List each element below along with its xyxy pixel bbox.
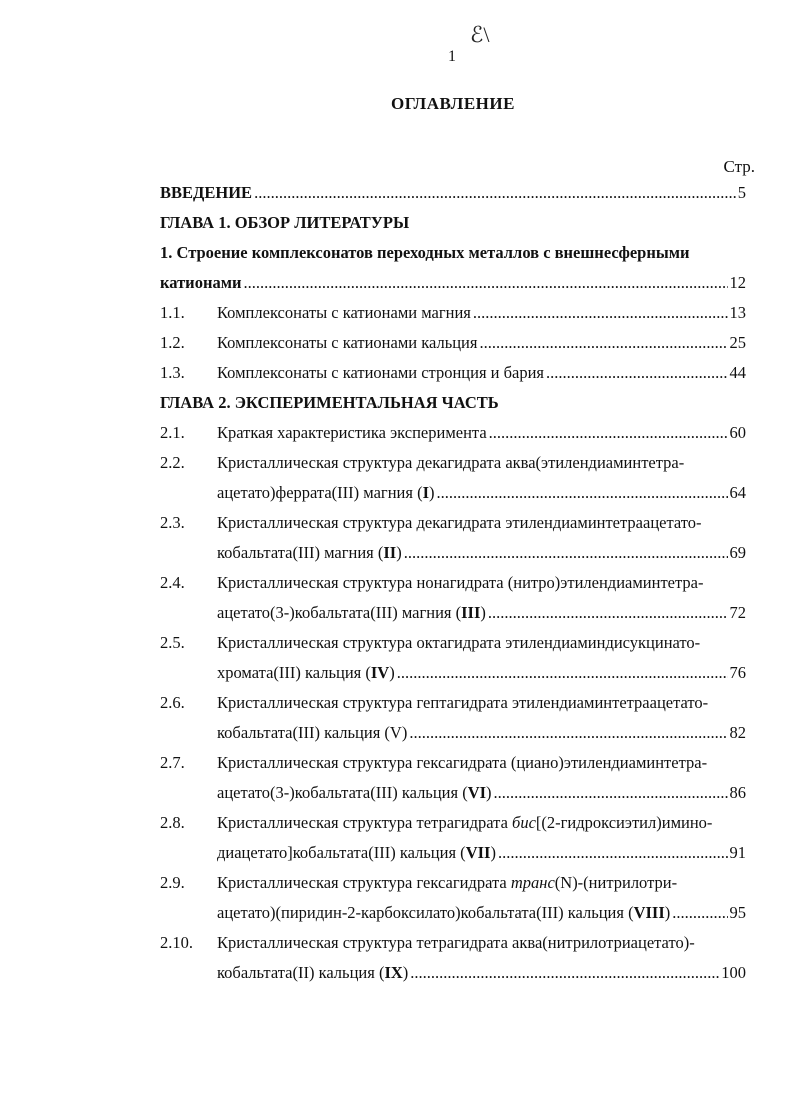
- compound-code: VIII: [633, 903, 665, 922]
- toc-label: ацетато)(пиридин-2-карбоксилато)кобальтата(III) кальция (VIII): [217, 903, 671, 922]
- toc-label: кобальтата(III) магния (II): [217, 543, 402, 562]
- toc-page: 60: [729, 423, 746, 442]
- leader-dots: [404, 538, 728, 568]
- toc-page: 95: [729, 903, 746, 922]
- toc-entry-2-6-line2: [160, 718, 746, 748]
- toc-label: Кристаллическая структура декагидрата этилендиаминтетраацетато-: [217, 513, 702, 532]
- toc-entry-2-4-line2: [160, 598, 746, 628]
- toc-number: 2.4.: [160, 573, 185, 592]
- italic-prefix: бис: [512, 813, 536, 832]
- toc-page: 13: [729, 303, 746, 322]
- toc-label: Кристаллическая структура тетрагидрата аква(нитрилотриацетато)-: [217, 933, 695, 952]
- toc-label: диацетато]кобальтата(III) кальция (VII): [217, 843, 496, 862]
- toc-label: Кристаллическая структура гексагидрата (циано)этилендиаминтетра-: [217, 753, 708, 772]
- toc-label: Краткая характеристика эксперимента: [217, 423, 487, 442]
- toc-page: 76: [729, 663, 746, 682]
- toc-label: Кристаллическая структура октагидрата этилендиаминдисукцинато-: [217, 633, 701, 652]
- toc-label: 1. Строение комплексонатов переходных металлов с внешнесферными: [160, 243, 690, 262]
- toc-section-1-line2: [160, 268, 746, 298]
- toc-label: Комплексонаты с катионами кальция: [217, 333, 478, 352]
- toc-page: 69: [729, 543, 746, 562]
- toc-label: Кристаллическая структура тетрагидрата бис[(2-гидроксиэтил)имино-: [217, 813, 713, 832]
- toc-number: 2.5.: [160, 633, 185, 652]
- toc-entry-2-6-line1: [160, 688, 746, 718]
- leader-dots: [494, 778, 728, 808]
- toc-chapter-1: [160, 208, 746, 238]
- toc-number: 2.10.: [160, 933, 193, 952]
- compound-code: IV: [370, 663, 390, 682]
- toc-label: ацетато)феррата(III) магния (I): [217, 483, 435, 502]
- toc-label: Комплексонаты с катионами стронция и бария: [217, 363, 545, 382]
- toc-entry-2-2-line2: [160, 478, 746, 508]
- toc-entry-2-9-line2: [160, 898, 746, 928]
- compound-code: VI: [467, 783, 487, 802]
- toc-number: 2.8.: [160, 813, 185, 832]
- leader-dots: [243, 268, 727, 298]
- toc-label: Кристаллическая структура гептагидрата этилендиаминтетраацетато-: [217, 693, 709, 712]
- page-column-label: Стр.: [723, 157, 755, 176]
- toc-label: хромата(III) кальция (IV): [217, 663, 395, 682]
- leader-dots: [397, 658, 728, 688]
- toc-number: 2.9.: [160, 873, 185, 892]
- table-of-contents: [160, 178, 746, 988]
- leader-dots: [489, 418, 728, 448]
- toc-number: 2.2.: [160, 453, 185, 472]
- compound-code: III: [461, 603, 481, 622]
- toc-entry-2-4-line1: [160, 568, 746, 598]
- toc-number: 2.1.: [160, 423, 185, 442]
- toc-page: 86: [729, 783, 746, 802]
- compound-code: VII: [465, 843, 491, 862]
- toc-entry-2-10-line2: [160, 958, 746, 988]
- toc-entry-2-7-line2: [160, 778, 746, 808]
- leader-dots: [254, 178, 736, 208]
- leader-dots: [672, 898, 727, 928]
- toc-entry-2-1: [160, 418, 746, 448]
- toc-label: Кристаллическая структура декагидрата аква(этилендиаминтетра-: [217, 453, 685, 472]
- leader-dots: [498, 838, 728, 868]
- toc-page: 72: [729, 603, 746, 622]
- toc-label: Комплексонаты с катионами магния: [217, 303, 471, 322]
- leader-dots: [479, 328, 727, 358]
- toc-section-1-line1: [160, 238, 746, 268]
- toc-page: 82: [729, 723, 746, 742]
- toc-label: ВВЕДЕНИЕ: [160, 183, 253, 202]
- leader-dots: [546, 358, 727, 388]
- toc-number: 2.7.: [160, 753, 185, 772]
- toc-label: Кристаллическая структура нонагидрата (нитро)этилендиаминтетра-: [217, 573, 704, 592]
- toc-page: 44: [729, 363, 746, 382]
- toc-entry-2-2-line1: [160, 448, 746, 478]
- toc-label: ацетато(3-)кобальтата(III) кальция (VI): [217, 783, 492, 802]
- toc-number: 1.2.: [160, 333, 185, 352]
- handwritten-mark: ℰ\: [470, 22, 490, 47]
- toc-entry-2-8-line2: [160, 838, 746, 868]
- toc-label: ацетато(3-)кобальтата(III) магния (III): [217, 603, 486, 622]
- page-title: ОГЛАВЛЕНИЕ: [391, 94, 515, 113]
- compound-code: I: [422, 483, 429, 502]
- toc-page: 25: [729, 333, 746, 352]
- toc-entry-2-9-line1: [160, 868, 746, 898]
- toc-chapter-2: [160, 388, 746, 418]
- toc-page: 12: [729, 273, 746, 292]
- toc-label: Кристаллическая структура гексагидрата транс(N)-(нитрилотри-: [217, 873, 678, 892]
- toc-entry-2-10-line1: [160, 928, 746, 958]
- toc-number: 1.1.: [160, 303, 185, 322]
- toc-entry-2-5-line2: [160, 658, 746, 688]
- toc-page: 5: [737, 183, 746, 202]
- toc-entry-2-3-line2: [160, 538, 746, 568]
- toc-entry-1-1: [160, 298, 746, 328]
- leader-dots: [409, 718, 727, 748]
- italic-prefix: транс: [510, 873, 555, 892]
- toc-entry-1-3: [160, 358, 746, 388]
- toc-number: 1.3.: [160, 363, 185, 382]
- toc-number: 2.3.: [160, 513, 185, 532]
- leader-dots: [473, 298, 728, 328]
- toc-label: ГЛАВА 1. ОБЗОР ЛИТЕРАТУРЫ: [160, 213, 410, 232]
- leader-dots: [488, 598, 728, 628]
- toc-label: катионами: [160, 273, 242, 292]
- toc-entry-2-3-line1: [160, 508, 746, 538]
- compound-code: IX: [384, 963, 403, 982]
- page-number: 1: [448, 48, 456, 65]
- toc-entry-2-7-line1: [160, 748, 746, 778]
- toc-entry-2-5-line1: [160, 628, 746, 658]
- toc-page: 100: [721, 963, 746, 982]
- leader-dots: [436, 478, 727, 508]
- compound-code: II: [383, 543, 397, 562]
- toc-label: кобальтата(II) кальция (IX): [217, 963, 409, 982]
- leader-dots: [410, 958, 719, 988]
- toc-page: 91: [729, 843, 746, 862]
- toc-entry-intro: [160, 178, 746, 208]
- toc-number: 2.6.: [160, 693, 185, 712]
- toc-entry-2-8-line1: [160, 808, 746, 838]
- toc-label: ГЛАВА 2. ЭКСПЕРИМЕНТАЛЬНАЯ ЧАСТЬ: [160, 393, 499, 412]
- toc-page: 64: [729, 483, 746, 502]
- toc-label: кобальтата(III) кальция (V): [217, 723, 408, 742]
- toc-entry-1-2: [160, 328, 746, 358]
